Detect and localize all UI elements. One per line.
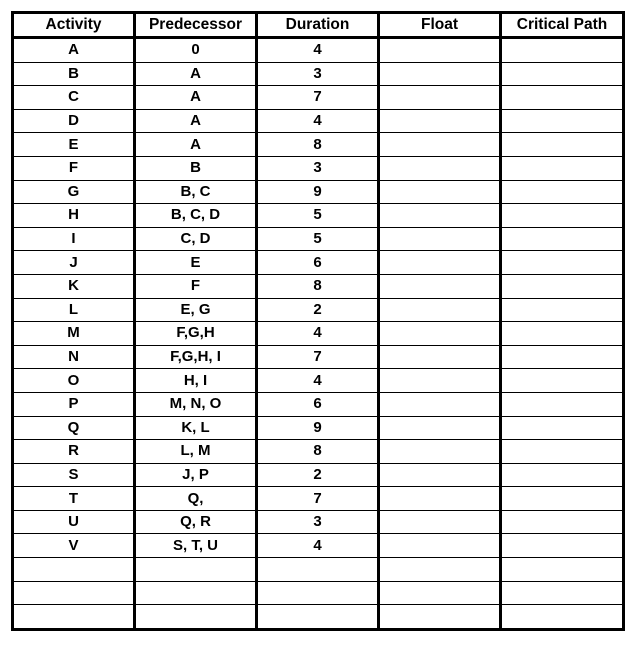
- float-cell: [379, 463, 501, 487]
- duration-cell: 2: [257, 298, 379, 322]
- critical-path-cell: [501, 581, 624, 605]
- table-row: [13, 463, 624, 487]
- table-body: [13, 38, 624, 630]
- table-row: [13, 392, 624, 416]
- critical-path-cell: [501, 38, 624, 63]
- critical-path-cell: [501, 440, 624, 464]
- activity-table: [11, 11, 625, 631]
- float-cell: [379, 487, 501, 511]
- predecessor-cell: [135, 558, 257, 582]
- duration-cell: 6: [257, 251, 379, 275]
- predecessor-cell: F: [135, 274, 257, 298]
- header-activity: Activity: [13, 13, 135, 38]
- table-row: [13, 62, 624, 86]
- critical-path-cell: [501, 345, 624, 369]
- activity-cell: [13, 558, 135, 582]
- float-cell: [379, 392, 501, 416]
- activity-cell: K: [13, 274, 135, 298]
- float-cell: [379, 227, 501, 251]
- duration-cell: 5: [257, 227, 379, 251]
- predecessor-cell: 0: [135, 38, 257, 63]
- float-cell: [379, 62, 501, 86]
- duration-cell: 4: [257, 534, 379, 558]
- float-cell: [379, 534, 501, 558]
- table-row: [13, 322, 624, 346]
- critical-path-cell: [501, 558, 624, 582]
- predecessor-cell: S, T, U: [135, 534, 257, 558]
- table-row: [13, 534, 624, 558]
- duration-cell: 4: [257, 109, 379, 133]
- activity-cell: D: [13, 109, 135, 133]
- duration-cell: 2: [257, 463, 379, 487]
- table-row: [13, 227, 624, 251]
- float-cell: [379, 109, 501, 133]
- duration-cell: [257, 558, 379, 582]
- duration-cell: 3: [257, 156, 379, 180]
- duration-cell: 9: [257, 180, 379, 204]
- critical-path-cell: [501, 298, 624, 322]
- activity-cell: J: [13, 251, 135, 275]
- duration-cell: [257, 581, 379, 605]
- critical-path-cell: [501, 463, 624, 487]
- activity-cell: Q: [13, 416, 135, 440]
- critical-path-cell: [501, 392, 624, 416]
- activity-cell: F: [13, 156, 135, 180]
- duration-cell: 4: [257, 322, 379, 346]
- activity-cell: R: [13, 440, 135, 464]
- predecessor-cell: J, P: [135, 463, 257, 487]
- predecessor-cell: [135, 605, 257, 630]
- activity-cell: B: [13, 62, 135, 86]
- critical-path-cell: [501, 274, 624, 298]
- activity-cell: E: [13, 133, 135, 157]
- predecessor-cell: B: [135, 156, 257, 180]
- table-row: [13, 156, 624, 180]
- critical-path-cell: [501, 227, 624, 251]
- float-cell: [379, 558, 501, 582]
- header-float: Float: [379, 13, 501, 38]
- float-cell: [379, 204, 501, 228]
- activity-cell: G: [13, 180, 135, 204]
- predecessor-cell: F,G,H, I: [135, 345, 257, 369]
- float-cell: [379, 251, 501, 275]
- activity-cell: N: [13, 345, 135, 369]
- duration-cell: 4: [257, 369, 379, 393]
- predecessor-cell: M, N, O: [135, 392, 257, 416]
- duration-cell: 7: [257, 345, 379, 369]
- activity-cell: A: [13, 38, 135, 63]
- float-cell: [379, 605, 501, 630]
- critical-path-cell: [501, 322, 624, 346]
- activity-cell: P: [13, 392, 135, 416]
- activity-cell: O: [13, 369, 135, 393]
- predecessor-cell: A: [135, 86, 257, 110]
- float-cell: [379, 440, 501, 464]
- duration-cell: 4: [257, 38, 379, 63]
- float-cell: [379, 156, 501, 180]
- duration-cell: 9: [257, 416, 379, 440]
- duration-cell: 6: [257, 392, 379, 416]
- table-row: [13, 416, 624, 440]
- float-cell: [379, 133, 501, 157]
- duration-cell: [257, 605, 379, 630]
- float-cell: [379, 345, 501, 369]
- predecessor-cell: H, I: [135, 369, 257, 393]
- header-duration: Duration: [257, 13, 379, 38]
- table-row: [13, 38, 624, 63]
- critical-path-cell: [501, 86, 624, 110]
- critical-path-cell: [501, 605, 624, 630]
- critical-path-cell: [501, 62, 624, 86]
- predecessor-cell: Q,: [135, 487, 257, 511]
- float-cell: [379, 274, 501, 298]
- activity-cell: I: [13, 227, 135, 251]
- predecessor-cell: K, L: [135, 416, 257, 440]
- float-cell: [379, 369, 501, 393]
- duration-cell: 8: [257, 133, 379, 157]
- activity-cell: [13, 581, 135, 605]
- predecessor-cell: B, C: [135, 180, 257, 204]
- table-row: [13, 345, 624, 369]
- critical-path-cell: [501, 416, 624, 440]
- header-predecessor: Predecessor: [135, 13, 257, 38]
- critical-path-cell: [501, 369, 624, 393]
- table-row: [13, 133, 624, 157]
- predecessor-cell: E, G: [135, 298, 257, 322]
- activity-cell: T: [13, 487, 135, 511]
- table-row: [13, 204, 624, 228]
- table-row: [13, 109, 624, 133]
- float-cell: [379, 298, 501, 322]
- critical-path-cell: [501, 180, 624, 204]
- duration-cell: 3: [257, 510, 379, 534]
- critical-path-cell: [501, 204, 624, 228]
- predecessor-cell: [135, 581, 257, 605]
- activity-cell: H: [13, 204, 135, 228]
- critical-path-cell: [501, 133, 624, 157]
- predecessor-cell: E: [135, 251, 257, 275]
- activity-cell: U: [13, 510, 135, 534]
- duration-cell: 3: [257, 62, 379, 86]
- duration-cell: 8: [257, 440, 379, 464]
- table-row: [13, 605, 624, 630]
- table-row: [13, 86, 624, 110]
- header-critical-path: Critical Path: [501, 13, 624, 38]
- table-row: [13, 180, 624, 204]
- predecessor-cell: A: [135, 133, 257, 157]
- duration-cell: 7: [257, 86, 379, 110]
- critical-path-cell: [501, 251, 624, 275]
- duration-cell: 7: [257, 487, 379, 511]
- predecessor-cell: B, C, D: [135, 204, 257, 228]
- activity-cell: S: [13, 463, 135, 487]
- table-row: [13, 440, 624, 464]
- table-row: [13, 369, 624, 393]
- float-cell: [379, 510, 501, 534]
- table-row: [13, 510, 624, 534]
- table-row: [13, 558, 624, 582]
- critical-path-cell: [501, 109, 624, 133]
- duration-cell: 8: [257, 274, 379, 298]
- float-cell: [379, 581, 501, 605]
- activity-cell: L: [13, 298, 135, 322]
- float-cell: [379, 180, 501, 204]
- table-row: [13, 581, 624, 605]
- activity-cell: [13, 605, 135, 630]
- predecessor-cell: C, D: [135, 227, 257, 251]
- float-cell: [379, 416, 501, 440]
- predecessor-cell: L, M: [135, 440, 257, 464]
- table-row: [13, 487, 624, 511]
- float-cell: [379, 322, 501, 346]
- activity-cell: C: [13, 86, 135, 110]
- predecessor-cell: A: [135, 62, 257, 86]
- duration-cell: 5: [257, 204, 379, 228]
- critical-path-cell: [501, 156, 624, 180]
- critical-path-cell: [501, 534, 624, 558]
- predecessor-cell: F,G,H: [135, 322, 257, 346]
- critical-path-cell: [501, 510, 624, 534]
- critical-path-cell: [501, 487, 624, 511]
- table-row: [13, 274, 624, 298]
- table-row: [13, 298, 624, 322]
- predecessor-cell: A: [135, 109, 257, 133]
- predecessor-cell: Q, R: [135, 510, 257, 534]
- activity-cell: V: [13, 534, 135, 558]
- header-row: [13, 13, 624, 38]
- float-cell: [379, 38, 501, 63]
- activity-cell: M: [13, 322, 135, 346]
- table-row: [13, 251, 624, 275]
- float-cell: [379, 86, 501, 110]
